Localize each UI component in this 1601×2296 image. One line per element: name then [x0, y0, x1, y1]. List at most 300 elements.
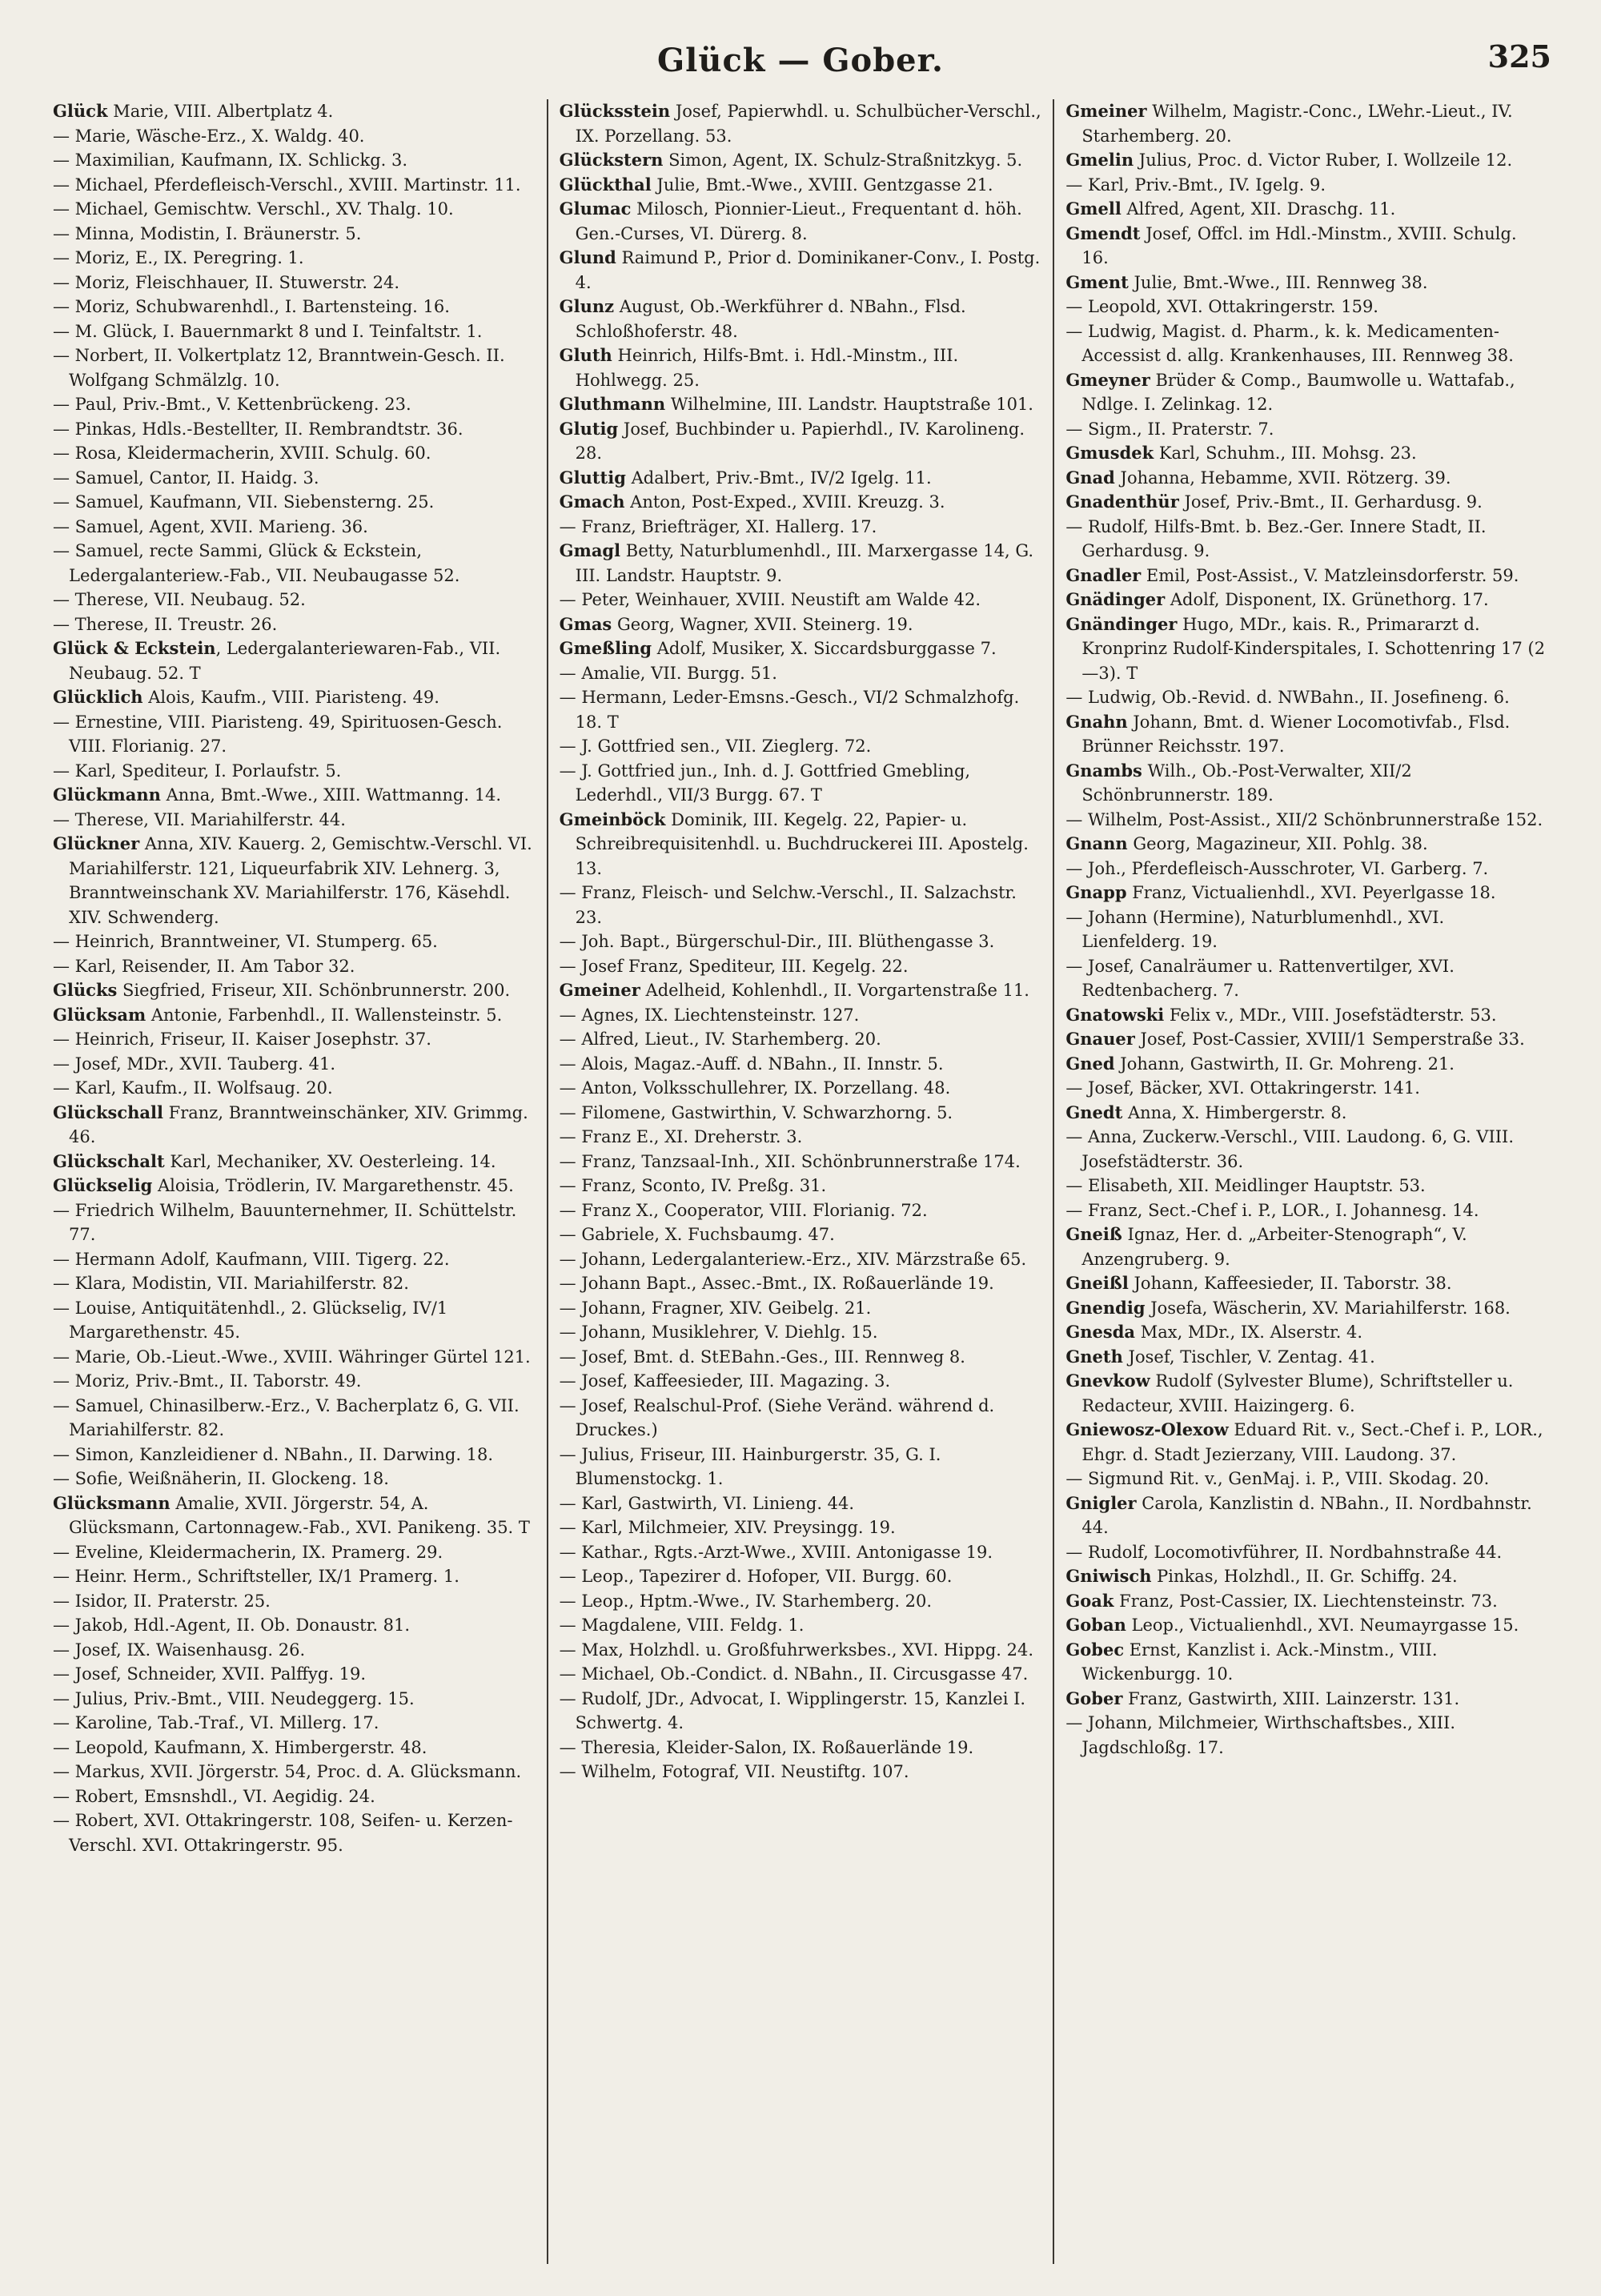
entry-surname: Gnauer — [1065, 1029, 1135, 1049]
entry-details: — Robert, Emsnshdl., VI. Aegidig. 24. — [53, 1786, 375, 1806]
entry-details: — Franz E., XI. Dreherstr. 3. — [559, 1127, 803, 1146]
directory-entry — [53, 1296, 536, 1345]
directory-entry — [1065, 710, 1548, 759]
directory-entry — [1065, 466, 1548, 491]
directory-entry — [53, 539, 536, 588]
directory-entry — [1065, 148, 1548, 173]
directory-entry — [560, 173, 1042, 198]
directory-entry — [560, 1320, 1042, 1345]
entry-details: — Magdalene, VIII. Feldg. 1. — [559, 1616, 805, 1635]
entry-details: Dominik, III. Kegelg. 22, Papier- u. Schreibrequisitenhdl. u. Buchdruckerei III. Apostelg. 13. — [575, 809, 1029, 878]
entry-details: — Marie, Wäsche-Erz., X. Waldg. 40. — [53, 126, 365, 146]
entry-details: — Klara, Modistin, VII. Mariahilferstr. 82. — [53, 1274, 409, 1293]
entry-details: Adalbert, Priv.-Bmt., IV/2 Igelg. 11. — [625, 468, 932, 488]
entry-details: Betty, Naturblumenhdl., III. Marxergasse 14, G. III. Landstr. Hauptstr. 9. — [575, 541, 1034, 585]
directory-entry — [560, 148, 1042, 173]
directory-entry — [53, 295, 536, 319]
directory-entry — [53, 1076, 536, 1101]
entry-details: — Moriz, Schubwarenhdl., I. Bartensteing. 16. — [53, 297, 450, 316]
entry-details: — Franz, Sect.-Chef i. P., LOR., I. Johannesg. 14. — [1065, 1200, 1479, 1220]
directory-entry — [1065, 905, 1548, 954]
entry-details: — Leopold, XVI. Ottakringerstr. 159. — [1065, 297, 1378, 316]
directory-entry — [53, 832, 536, 929]
entry-details: — Ludwig, Magist. d. Pharm., k. k. Medicamenten-Accessist d. allg. Krankenhauses, III. Rennweg 38. — [1065, 321, 1514, 365]
entry-details: — Karoline, Tab.-Traf., VI. Millerg. 17. — [53, 1713, 379, 1732]
directory-entry — [560, 490, 1042, 515]
entry-details: — Anton, Volksschullehrer, IX. Porzellang. 48. — [559, 1078, 951, 1098]
directory-entry — [53, 710, 536, 759]
entry-surname: Gment — [1065, 271, 1129, 292]
directory-entry — [1065, 1296, 1548, 1321]
entry-surname: Glücklich — [53, 687, 143, 707]
entry-details: — Alois, Magaz.-Auff. d. NBahn., II. Innstr. 5. — [559, 1054, 944, 1074]
entry-surname: Gnedt — [1065, 1102, 1123, 1122]
directory-entry — [53, 441, 536, 466]
directory-entry — [560, 1613, 1042, 1638]
entry-details: Josefa, Wäscherin, XV. Mariahilferstr. 168. — [1145, 1298, 1511, 1318]
directory-entry — [53, 417, 536, 442]
entry-details: Wilhelmine, III. Landstr. Hauptstraße 101. — [665, 395, 1033, 414]
column-left — [42, 99, 547, 2264]
directory-entry — [560, 1394, 1042, 1443]
directory-entry — [1065, 1271, 1548, 1296]
entry-details: Carola, Kanzlistin d. NBahn., II. Nordbahnstr. 44. — [1081, 1493, 1532, 1537]
entry-surname: Gneißl — [1065, 1273, 1129, 1293]
directory-entry — [53, 1198, 536, 1247]
entry-details: — Karl, Reisender, II. Am Tabor 32. — [53, 956, 355, 976]
directory-entry — [53, 1491, 536, 1540]
entry-details: — Louise, Antiquitätenhdl., 2. Glückselig, IV/1 Margarethenstr. 45. — [53, 1298, 448, 1342]
entry-surname: Gneth — [1065, 1346, 1123, 1367]
directory-entry — [560, 99, 1042, 148]
entry-surname: Gnad — [1065, 467, 1115, 488]
directory-entry — [53, 1564, 536, 1589]
directory-entry — [1065, 319, 1548, 368]
entry-details: Josef, Offcl. im Hdl.-Minstm., XVIII. Schulg. 16. — [1081, 223, 1517, 267]
directory-entry — [560, 1027, 1042, 1052]
directory-entry — [560, 1052, 1042, 1077]
entry-details: — Eveline, Kleidermacherin, IX. Pramerg. 29. — [53, 1542, 443, 1562]
entry-details: — Franz, Tanzsaal-Inh., XII. Schönbrunnerstraße 174. — [559, 1151, 1021, 1171]
directory-entry — [53, 929, 536, 954]
directory-entry — [560, 1247, 1042, 1272]
directory-entry — [53, 392, 536, 417]
entry-details: — Heinrich, Friseur, II. Kaiser Josephstr. 37. — [53, 1030, 431, 1049]
directory-entry — [53, 1613, 536, 1638]
entry-details: — Johann (Hermine), Naturblumenhdl., XVI. Lienfelderg. 19. — [1065, 907, 1445, 951]
directory-entry — [1065, 1491, 1548, 1540]
entry-details: Georg, Wagner, XVII. Steinerg. 19. — [612, 614, 913, 634]
page-title: Glück — Gober. — [657, 42, 944, 79]
directory-entry — [53, 685, 536, 710]
entry-details: — Leop., Hptm.-Wwe., IV. Starhemberg. 20. — [559, 1591, 933, 1611]
entry-details: — Johann Bapt., Assec.-Bmt., IX. Roßauerlände 19. — [559, 1274, 994, 1293]
entry-details: — Wilhelm, Fotograf, VII. Neustiftg. 107. — [559, 1762, 909, 1781]
entry-details: — Therese, II. Treustr. 26. — [53, 614, 278, 634]
entry-columns — [42, 99, 1559, 2264]
directory-entry — [1065, 99, 1548, 148]
entry-details: — Kathar., Rgts.-Arzt-Wwe., XVIII. Antonigasse 19. — [559, 1542, 993, 1562]
entry-surname: Gnadenthür — [1065, 492, 1179, 512]
entry-surname: Gniwisch — [1065, 1566, 1152, 1586]
entry-details: Max, MDr., IX. Alserstr. 4. — [1135, 1323, 1363, 1342]
entry-surname: Gobec — [1065, 1639, 1125, 1660]
directory-entry — [560, 392, 1042, 417]
entry-details: — Paul, Priv.-Bmt., V. Kettenbrückeng. 23. — [53, 395, 411, 414]
directory-entry — [1065, 1687, 1548, 1712]
directory-entry — [560, 1003, 1042, 1028]
entry-details: , Ledergalanteriewaren-Fab., VII. Neubaug. 52. T — [69, 639, 501, 683]
directory-entry — [53, 1027, 536, 1052]
entry-surname: Gmach — [559, 492, 625, 512]
entry-surname: Glücksam — [53, 1004, 146, 1025]
directory-entry — [560, 808, 1042, 881]
entry-details: — Franz, Fleisch- und Selchw.-Verschl., II. Salzachstr. 23. — [559, 883, 1017, 927]
directory-entry — [560, 1589, 1042, 1614]
entry-details: — Hermann Adolf, Kaufmann, VIII. Tigerg. 22. — [53, 1249, 450, 1269]
directory-entry — [560, 1540, 1042, 1565]
directory-entry — [53, 1589, 536, 1614]
directory-entry — [1065, 173, 1548, 198]
directory-entry — [1065, 832, 1548, 857]
directory-entry — [560, 954, 1042, 979]
directory-entry — [1065, 1613, 1548, 1638]
entry-details: — Therese, VII. Neubaug. 52. — [53, 590, 306, 609]
directory-entry — [1065, 295, 1548, 319]
entry-details: — Karl, Gastwirth, VI. Linieng. 44. — [559, 1493, 855, 1513]
directory-entry — [560, 1638, 1042, 1663]
entry-surname: Gniewosz-Olexow — [1065, 1419, 1229, 1439]
entry-details: — Rudolf, JDr., Advocat, I. Wipplingerstr. 15, Kanzlei I. Schwertg. 4. — [559, 1688, 1026, 1732]
directory-entry — [53, 490, 536, 515]
directory-entry — [560, 661, 1042, 686]
entry-details: Wilh., Ob.-Post-Verwalter, XII/2 Schönbrunnerstr. 189. — [1081, 761, 1412, 805]
entry-surname: Gnatowski — [1065, 1004, 1165, 1025]
entry-surname: Gmendt — [1065, 223, 1141, 243]
page-number: 325 — [1487, 38, 1551, 74]
directory-entry — [1065, 1174, 1548, 1198]
directory-entry — [53, 466, 536, 491]
directory-entry — [53, 1369, 536, 1394]
directory-entry — [53, 1345, 536, 1370]
directory-entry — [1065, 1711, 1548, 1760]
entry-details: Wilhelm, Magistr.-Conc., LWehr.-Lieut., IV. Starhemberg. 20. — [1081, 102, 1513, 146]
entry-surname: Glücks — [53, 980, 118, 1000]
entry-details: — Wilhelm, Post-Assist., XII/2 Schönbrunnerstraße 152. — [1065, 809, 1543, 829]
directory-entry — [560, 515, 1042, 540]
entry-details: Rudolf (Sylvester Blume), Schriftsteller u. Redacteur, XVIII. Haizingerg. 6. — [1081, 1371, 1514, 1415]
entry-details: — Norbert, II. Volkertplatz 12, Branntwein-Gesch. II. Wolfgang Schmälzlg. 10. — [53, 346, 505, 390]
entry-details: — Julius, Priv.-Bmt., VIII. Neudeggerg. 15. — [53, 1688, 415, 1708]
directory-entry — [53, 1174, 536, 1198]
entry-details: — Josef, IX. Waisenhausg. 26. — [53, 1640, 306, 1660]
entry-surname: Gnapp — [1065, 882, 1127, 902]
directory-entry — [1065, 197, 1548, 222]
entry-details: — Johann, Fragner, XIV. Geibelg. 21. — [559, 1298, 872, 1318]
entry-surname: Gnendig — [1065, 1297, 1146, 1318]
directory-entry — [560, 1174, 1042, 1198]
directory-entry — [560, 295, 1042, 343]
entry-surname: Gnadler — [1065, 564, 1142, 585]
entry-surname: Glückselig — [53, 1175, 153, 1195]
directory-entry — [560, 636, 1042, 661]
entry-surname: Glück & Eckstein — [53, 638, 216, 658]
entry-details: — Johann, Ledergalanteriew.-Erz., XIV. Märzstraße 65. — [559, 1249, 1027, 1269]
entry-surname: Glückmann — [53, 785, 161, 805]
directory-entry — [1065, 1125, 1548, 1174]
entry-details: Raimund P., Prior d. Dominikaner-Conv., I. Postg. 4. — [575, 248, 1041, 292]
directory-entry — [1065, 1101, 1548, 1126]
entry-surname: Goban — [1065, 1615, 1126, 1635]
directory-entry — [1065, 564, 1548, 588]
entry-surname: Gmeinböck — [559, 809, 666, 829]
entry-surname: Gluth — [559, 345, 612, 365]
directory-entry — [1065, 1345, 1548, 1370]
directory-entry — [560, 197, 1042, 246]
entry-details: Johann, Kaffeesieder, II. Taborstr. 38. — [1128, 1274, 1452, 1293]
directory-entry — [53, 1394, 536, 1443]
directory-entry — [1065, 1638, 1548, 1687]
entry-details: — Michael, Ob.-Condict. d. NBahn., II. Circusgasse 47. — [559, 1664, 1029, 1684]
entry-surname: Gneiß — [1065, 1224, 1122, 1244]
entry-surname: Glücksmann — [53, 1492, 171, 1513]
entry-details: Antonie, Farbenhdl., II. Wallensteinstr. 5. — [146, 1005, 503, 1025]
entry-details: — Karl, Priv.-Bmt., IV. Igelg. 9. — [1065, 175, 1326, 195]
directory-entry — [1065, 1369, 1548, 1418]
entry-details: — Josef, Bmt. d. StEBahn.-Ges., III. Rennweg 8. — [559, 1347, 965, 1367]
directory-entry — [560, 881, 1042, 929]
entry-details: — Ludwig, Ob.-Revid. d. NWBahn., II. Josefineng. 6. — [1065, 688, 1510, 707]
entry-details: — Leop., Tapezirer d. Hofoper, VII. Burgg. 60. — [559, 1567, 953, 1586]
entry-details: — Josef, Bäcker, XVI. Ottakringerstr. 141. — [1065, 1078, 1420, 1098]
directory-entry — [1065, 1540, 1548, 1565]
entry-details: — Michael, Gemischtw. Verschl., XV. Thalg. 10. — [53, 199, 454, 219]
entry-details: Josef, Buchbinder u. Papierhdl., IV. Karolineng. 28. — [575, 419, 1025, 463]
entry-details: Josef, Papierwhdl. u. Schulbücher-Verschl., IX. Porzellang. 53. — [575, 102, 1041, 146]
entry-details: — Moriz, Priv.-Bmt., II. Taborstr. 49. — [53, 1371, 362, 1391]
entry-details: — Minna, Modistin, I. Bräunerstr. 5. — [53, 223, 362, 243]
entry-surname: Gnigler — [1065, 1492, 1137, 1513]
directory-entry — [560, 759, 1042, 808]
directory-entry — [560, 685, 1042, 734]
directory-entry — [53, 148, 536, 173]
directory-entry — [1065, 441, 1548, 466]
directory-entry — [1065, 1564, 1548, 1589]
directory-entry — [560, 1736, 1042, 1760]
directory-entry — [560, 1369, 1042, 1394]
directory-entry — [53, 759, 536, 784]
directory-entry — [1065, 515, 1548, 564]
directory-entry — [1065, 1052, 1548, 1077]
directory-entry — [560, 1076, 1042, 1101]
entry-surname: Gnesda — [1065, 1322, 1136, 1342]
directory-entry — [53, 319, 536, 344]
entry-details: — Sigm., II. Praterstr. 7. — [1065, 419, 1274, 439]
entry-details: — Isidor, II. Praterstr. 25. — [53, 1591, 271, 1611]
entry-details: Emil, Post-Assist., V. Matzleinsdorferstr. 59. — [1141, 565, 1519, 585]
entry-details: Josef, Priv.-Bmt., II. Gerhardusg. 9. — [1178, 492, 1483, 512]
entry-surname: Gluttig — [559, 467, 626, 488]
directory-entry — [560, 1125, 1042, 1150]
entry-details: Anna, Bmt.-Wwe., XIII. Wattmanng. 14. — [160, 785, 502, 805]
entry-details: — Jakob, Hdl.-Agent, II. Ob. Donaustr. 81. — [53, 1616, 411, 1635]
entry-details: — Peter, Weinhauer, XVIII. Neustift am Walde 42. — [559, 590, 981, 609]
entry-details: Josef, Tischler, V. Zentag. 41. — [1122, 1347, 1375, 1367]
entry-surname: Gmeiner — [1065, 101, 1147, 121]
entry-details: Anna, XIV. Kauerg. 2, Gemischtw.-Verschl. VI. Mariahilferstr. 121, Liqueurfabrik XIV. Lehnerg. 3, Branntweinschank XV. Mariahilferstr. 176, Käsehdl. XIV. Schwenderg. — [69, 834, 532, 927]
entry-details: — Samuel, Cantor, II. Haidg. 3. — [53, 468, 319, 488]
entry-details: Heinrich, Hilfs-Bmt. i. Hdl.-Minstm., III. Hohlwegg. 25. — [575, 346, 959, 390]
entry-details: — Simon, Kanzleidiener d. NBahn., II. Darwing. 18. — [53, 1444, 494, 1464]
directory-entry — [53, 1662, 536, 1687]
directory-entry — [1065, 808, 1548, 833]
entry-details: Karl, Mechaniker, XV. Oesterleing. 14. — [164, 1151, 496, 1171]
entry-details: Brüder & Comp., Baumwolle u. Wattafab., Ndlge. I. Zelinkag. 12. — [1081, 370, 1515, 414]
directory-entry — [1065, 1198, 1548, 1223]
entry-details: Franz, Gastwirth, XIII. Lainzerstr. 131. — [1122, 1688, 1460, 1708]
entry-details: — Johann, Musiklehrer, V. Diehlg. 15. — [559, 1323, 878, 1342]
entry-details: Franz, Post-Cassier, IX. Liechtensteinstr. 73. — [1113, 1591, 1498, 1611]
directory-entry — [1065, 1589, 1548, 1614]
directory-entry — [1065, 271, 1548, 295]
directory-entry — [53, 808, 536, 833]
directory-entry — [1065, 857, 1548, 881]
directory-entry — [53, 1711, 536, 1736]
entry-details: Felix v., MDr., VIII. Josefstädterstr. 53. — [1164, 1005, 1497, 1025]
entry-details: — Gabriele, X. Fuchsbaumg. 47. — [559, 1225, 835, 1244]
entry-details: Anton, Post-Exped., XVIII. Kreuzg. 3. — [624, 492, 945, 512]
entry-details: Karl, Schuhm., III. Mohsg. 23. — [1154, 444, 1417, 463]
directory-entry — [560, 246, 1042, 295]
directory-entry — [1065, 881, 1548, 905]
entry-details: Amalie, XVII. Jörgerstr. 54, A. Glücksmann, Cartonnagew.-Fab., XVI. Panikeng. 35. T — [69, 1493, 530, 1537]
directory-entry — [53, 173, 536, 198]
directory-entry — [1065, 490, 1548, 515]
directory-entry — [1065, 588, 1548, 612]
entry-details: Pinkas, Holzhdl., II. Gr. Schiffg. 24. — [1151, 1567, 1458, 1586]
entry-surname: Glückner — [53, 833, 140, 853]
directory-entry — [53, 636, 536, 685]
entry-details: Julius, Proc. d. Victor Ruber, I. Wollzeile 12. — [1134, 151, 1513, 170]
entry-details: — Heinrich, Branntweiner, VI. Stumperg. 65. — [53, 932, 438, 951]
entry-surname: Gmeiner — [559, 980, 640, 1000]
entry-surname: Glückschall — [53, 1102, 163, 1122]
entry-details: Hugo, MDr., kais. R., Primararzt d. Kronprinz Rudolf-Kinderspitales, I. Schottenring 17 (2—3). T — [1081, 614, 1546, 683]
entry-surname: Glumac — [559, 199, 632, 219]
entry-surname: Glücksstein — [559, 101, 671, 121]
entry-details: Siegfried, Friseur, XII. Schönbrunnerstr. 200. — [117, 981, 511, 1000]
entry-details: — Josef, Realschul-Prof. (Siehe Veränd. während d. Druckes.) — [559, 1395, 995, 1439]
entry-surname: Gnändinger — [1065, 613, 1178, 634]
entry-details: — Moriz, E., IX. Peregring. 1. — [53, 248, 304, 267]
directory-entry — [1065, 1222, 1548, 1271]
directory-entry — [53, 1784, 536, 1809]
entry-details: Anna, X. Himbergerstr. 8. — [1122, 1102, 1347, 1122]
directory-entry — [560, 1150, 1042, 1174]
directory-entry — [560, 1296, 1042, 1321]
directory-entry — [53, 1443, 536, 1467]
entry-details: — Theresia, Kleider-Salon, IX. Roßauerlände 19. — [559, 1737, 974, 1757]
directory-entry — [53, 1760, 536, 1784]
directory-entry — [1065, 759, 1548, 808]
directory-entry — [1065, 954, 1548, 1003]
entry-details: — Karl, Milchmeier, XIV. Preysingg. 19. — [559, 1518, 896, 1537]
entry-surname: Glückschalt — [53, 1150, 165, 1171]
entry-surname: Gmelin — [1065, 150, 1134, 170]
directory-entry — [1065, 368, 1548, 417]
entry-details: — Samuel, Kaufmann, VII. Siebensterng. 25. — [53, 492, 435, 512]
entry-details: Franz, Branntweinschänker, XIV. Grimmg. 46. — [69, 1102, 528, 1146]
directory-entry — [53, 612, 536, 637]
directory-entry — [53, 1003, 536, 1028]
entry-details: — Moriz, Fleischhauer, II. Stuwerstr. 24. — [53, 272, 399, 292]
entry-details: Adelheid, Kohlenhdl., II. Vorgartenstraße 11. — [640, 981, 1029, 1000]
directory-entry — [560, 1491, 1042, 1516]
directory-entry — [560, 343, 1042, 392]
entry-details: — Sofie, Weißnäherin, II. Glockeng. 18. — [53, 1469, 389, 1488]
directory-entry — [53, 124, 536, 149]
entry-surname: Goak — [1065, 1590, 1114, 1611]
entry-details: — Leopold, Kaufmann, X. Himbergerstr. 48. — [53, 1737, 427, 1757]
directory-entry — [53, 1687, 536, 1712]
entry-details: Alois, Kaufm., VIII. Piaristeng. 49. — [142, 688, 439, 707]
directory-entry — [560, 1345, 1042, 1370]
directory-entry — [560, 612, 1042, 637]
entry-surname: Gnambs — [1065, 760, 1142, 781]
entry-details: — Robert, XVI. Ottakringerstr. 108, Seifen- u. Kerzen-Verschl. XVI. Ottakringerstr. 95. — [53, 1811, 513, 1855]
entry-surname: Gmeyner — [1065, 369, 1150, 390]
directory-entry — [53, 978, 536, 1003]
directory-entry — [560, 734, 1042, 759]
entry-surname: Gober — [1065, 1688, 1123, 1708]
entry-details: — Rudolf, Hilfs-Bmt. b. Bez.-Ger. Innere Stadt, II. Gerhardusg. 9. — [1065, 516, 1487, 560]
directory-entry — [53, 1808, 536, 1857]
entry-details: — Filomene, Gastwirthin, V. Schwarzhorng. 5. — [559, 1102, 953, 1122]
directory-entry — [53, 1150, 536, 1174]
entry-details: — Karl, Spediteur, I. Porlaufstr. 5. — [53, 761, 342, 781]
entry-surname: Gned — [1065, 1053, 1115, 1074]
directory-entry — [560, 1443, 1042, 1491]
directory-entry — [1065, 612, 1548, 686]
directory-entry — [1065, 1467, 1548, 1491]
entry-surname: Glunz — [559, 296, 615, 316]
entry-surname: Gmusdek — [1065, 443, 1154, 463]
entry-details: — Anna, Zuckerw.-Verschl., VIII. Laudong. 6, G. VIII. Josefstädterstr. 36. — [1065, 1127, 1515, 1171]
entry-surname: Gnevkow — [1065, 1371, 1150, 1391]
entry-details: — Franz, Sconto, IV. Preßg. 31. — [559, 1176, 827, 1195]
directory-entry — [560, 1687, 1042, 1736]
entry-details: Johann, Bmt. d. Wiener Locomotivfab., Flsd. Brünner Reichsstr. 197. — [1081, 712, 1511, 756]
entry-details: Ernst, Kanzlist i. Ack.-Minstm., VIII. Wickenburgg. 10. — [1081, 1640, 1438, 1684]
directory-entry — [53, 197, 536, 222]
entry-details: — J. Gottfried jun., Inh. d. J. Gottfried Gmebling, Lederhdl., VII/3 Burgg. 67. T — [559, 761, 971, 805]
directory-entry — [53, 1467, 536, 1491]
directory-entry — [560, 588, 1042, 612]
entry-surname: Gmas — [559, 613, 612, 634]
directory-entry — [53, 1540, 536, 1565]
entry-details: — Josef Franz, Spediteur, III. Kegelg. 22. — [559, 956, 909, 976]
entry-details: — Amalie, VII. Burgg. 51. — [559, 663, 777, 683]
entry-details: — Michael, Pferdefleisch-Verschl., XVIII. Martinstr. 11. — [53, 175, 521, 195]
directory-entry — [1065, 1076, 1548, 1101]
entry-surname: Glückthal — [559, 174, 652, 195]
entry-details: — Josef, Schneider, XVII. Palffyg. 19. — [53, 1664, 367, 1684]
directory-entry — [560, 1564, 1042, 1589]
directory-entry — [1065, 1027, 1548, 1052]
page-header — [42, 35, 1559, 99]
entry-details: — Rosa, Kleidermacherin, XVIII. Schulg. 60. — [53, 444, 431, 463]
directory-entry — [1065, 685, 1548, 710]
